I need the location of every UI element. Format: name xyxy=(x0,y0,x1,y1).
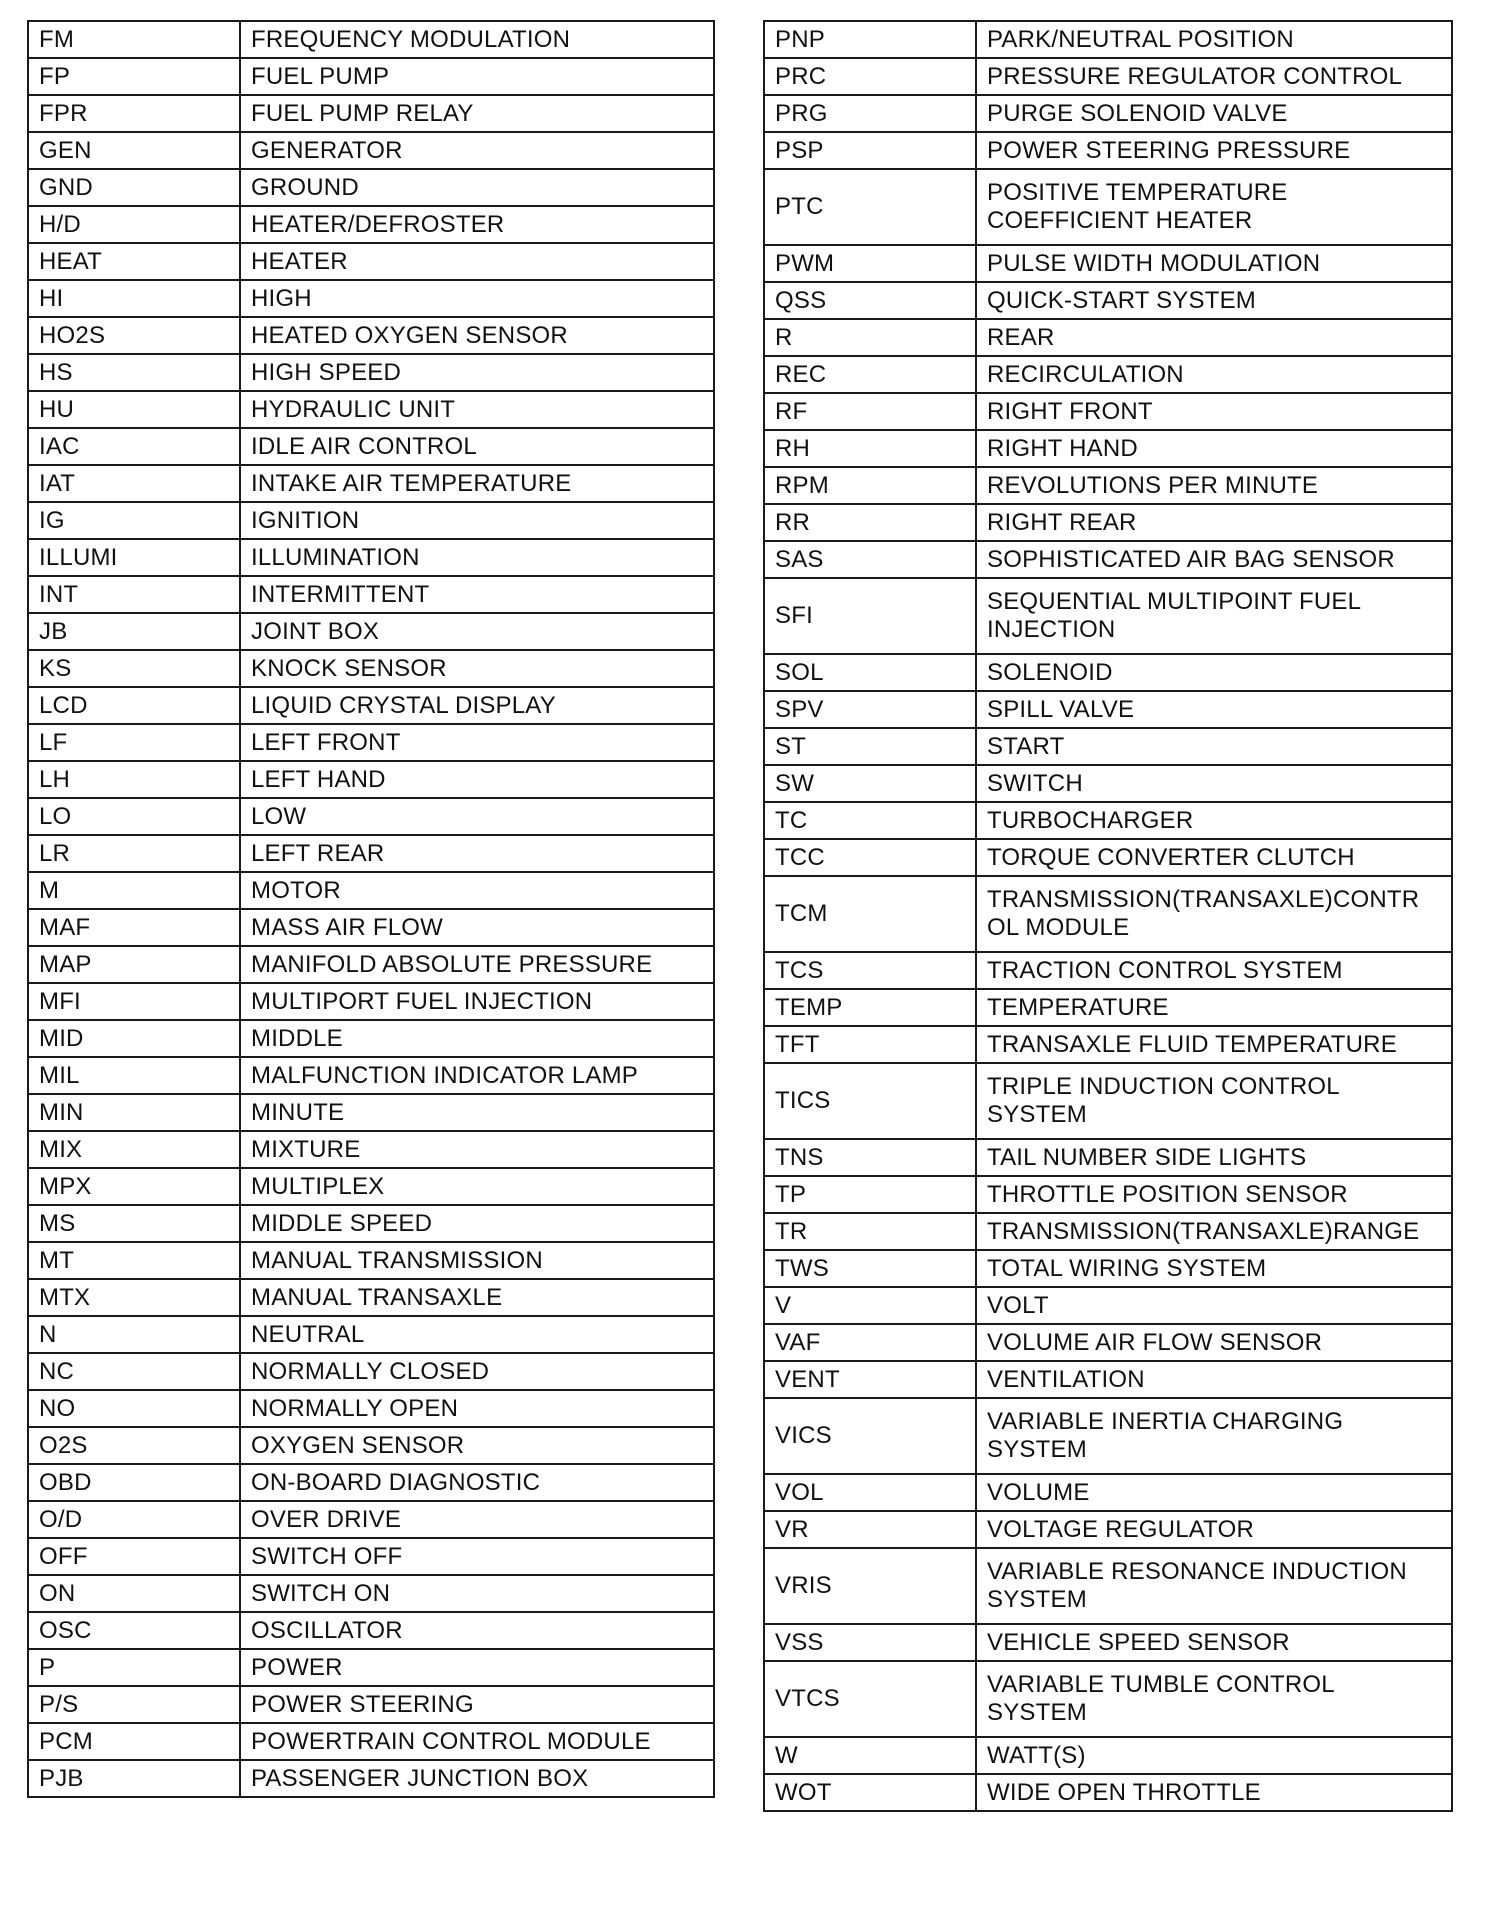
abbreviation-cell: MS xyxy=(28,1205,240,1242)
abbreviation-cell: SOL xyxy=(764,654,976,691)
abbreviation-cell: SFI xyxy=(764,578,976,654)
abbreviation-cell: LH xyxy=(28,761,240,798)
abbreviation-cell: LCD xyxy=(28,687,240,724)
table-row xyxy=(28,1575,714,1612)
table-row xyxy=(764,169,1452,245)
table-row xyxy=(764,1250,1452,1287)
abbreviation-cell: MAP xyxy=(28,946,240,983)
table-row xyxy=(764,578,1452,654)
meaning-cell: RECIRCULATION xyxy=(976,356,1452,393)
abbreviation-cell: RH xyxy=(764,430,976,467)
table-row xyxy=(28,1205,714,1242)
table-row xyxy=(764,319,1452,356)
table-row xyxy=(764,691,1452,728)
table-row xyxy=(28,1612,714,1649)
meaning-cell: LOW xyxy=(240,798,714,835)
meaning-cell: INTERMITTENT xyxy=(240,576,714,613)
abbreviation-cell: ON xyxy=(28,1575,240,1612)
meaning-cell: FREQUENCY MODULATION xyxy=(240,21,714,58)
meaning-cell: HYDRAULIC UNIT xyxy=(240,391,714,428)
meaning-cell: NORMALLY OPEN xyxy=(240,1390,714,1427)
table-row xyxy=(28,909,714,946)
meaning-cell: LEFT FRONT xyxy=(240,724,714,761)
table-row xyxy=(764,504,1452,541)
abbreviation-cell: PTC xyxy=(764,169,976,245)
meaning-cell: VOLUME AIR FLOW SENSOR xyxy=(976,1324,1452,1361)
abbreviation-cell: MID xyxy=(28,1020,240,1057)
meaning-cell xyxy=(976,1063,1452,1139)
table-row xyxy=(28,206,714,243)
table-row xyxy=(764,245,1452,282)
abbreviation-cell: MFI xyxy=(28,983,240,1020)
abbreviation-cell: P xyxy=(28,1649,240,1686)
table-row xyxy=(28,1316,714,1353)
table-row xyxy=(764,1661,1452,1737)
abbreviation-cell: VAF xyxy=(764,1324,976,1361)
meaning-line: VARIABLE INERTIA CHARGING xyxy=(987,1408,1344,1435)
meaning-line: SEQUENTIAL MULTIPOINT FUEL xyxy=(987,588,1362,615)
table-row xyxy=(764,1624,1452,1661)
table-row xyxy=(764,1398,1452,1474)
table-row xyxy=(28,946,714,983)
meaning-cell: TORQUE CONVERTER CLUTCH xyxy=(976,839,1452,876)
meaning-cell: TEMPERATURE xyxy=(976,989,1452,1026)
meaning-cell: VEHICLE SPEED SENSOR xyxy=(976,1624,1452,1661)
table-row xyxy=(764,393,1452,430)
table-row xyxy=(28,1649,714,1686)
meaning-cell: NEUTRAL xyxy=(240,1316,714,1353)
table-row xyxy=(764,1737,1452,1774)
meaning-cell: KNOCK SENSOR xyxy=(240,650,714,687)
abbreviation-cell: TEMP xyxy=(764,989,976,1026)
meaning-cell xyxy=(976,169,1452,245)
abbreviation-cell: H/D xyxy=(28,206,240,243)
abbreviation-cell: VR xyxy=(764,1511,976,1548)
abbreviation-cell: MAF xyxy=(28,909,240,946)
table-row xyxy=(28,1242,714,1279)
meaning-cell: SWITCH OFF xyxy=(240,1538,714,1575)
abbreviation-cell: W xyxy=(764,1737,976,1774)
table-row xyxy=(28,1686,714,1723)
table-row xyxy=(28,132,714,169)
abbreviation-cell: MIX xyxy=(28,1131,240,1168)
abbreviation-cell: ST xyxy=(764,728,976,765)
table-row xyxy=(764,839,1452,876)
table-row xyxy=(28,58,714,95)
meaning-cell: LEFT HAND xyxy=(240,761,714,798)
meaning-cell: START xyxy=(976,728,1452,765)
meaning-cell: SPILL VALVE xyxy=(976,691,1452,728)
abbreviation-cell: MPX xyxy=(28,1168,240,1205)
table-row xyxy=(28,1538,714,1575)
table-row xyxy=(764,1548,1452,1624)
table-row xyxy=(28,539,714,576)
table-row xyxy=(28,95,714,132)
abbreviation-cell: RF xyxy=(764,393,976,430)
meaning-cell: HIGH SPEED xyxy=(240,354,714,391)
table-row xyxy=(764,728,1452,765)
meaning-cell: MANIFOLD ABSOLUTE PRESSURE xyxy=(240,946,714,983)
meaning-cell: VENTILATION xyxy=(976,1361,1452,1398)
table-row xyxy=(764,1474,1452,1511)
abbreviation-cell: OBD xyxy=(28,1464,240,1501)
table-row xyxy=(28,1501,714,1538)
abbreviation-cell: TCC xyxy=(764,839,976,876)
table-row xyxy=(28,1131,714,1168)
abbreviation-cell: QSS xyxy=(764,282,976,319)
meaning-cell: RIGHT REAR xyxy=(976,504,1452,541)
abbreviation-cell: TFT xyxy=(764,1026,976,1063)
table-row xyxy=(764,467,1452,504)
abbreviation-cell: VSS xyxy=(764,1624,976,1661)
abbreviation-cell: MIL xyxy=(28,1057,240,1094)
table-row xyxy=(28,354,714,391)
table-row xyxy=(764,1176,1452,1213)
meaning-cell: REAR xyxy=(976,319,1452,356)
table-row xyxy=(28,1353,714,1390)
meaning-cell: RIGHT HAND xyxy=(976,430,1452,467)
meaning-cell: GROUND xyxy=(240,169,714,206)
table-row xyxy=(28,576,714,613)
meaning-cell: VOLTAGE REGULATOR xyxy=(976,1511,1452,1548)
meaning-cell: MULTIPORT FUEL INJECTION xyxy=(240,983,714,1020)
table-row xyxy=(764,21,1452,58)
table-row xyxy=(28,835,714,872)
meaning-cell: VOLT xyxy=(976,1287,1452,1324)
abbreviation-cell: JB xyxy=(28,613,240,650)
meaning-cell: MIXTURE xyxy=(240,1131,714,1168)
meaning-cell: GENERATOR xyxy=(240,132,714,169)
table-row xyxy=(28,724,714,761)
table-row xyxy=(28,983,714,1020)
table-row xyxy=(28,1279,714,1316)
meaning-cell: JOINT BOX xyxy=(240,613,714,650)
meaning-line: INJECTION xyxy=(987,616,1116,643)
abbreviation-cell: O2S xyxy=(28,1427,240,1464)
abbreviation-cell: PSP xyxy=(764,132,976,169)
table-row xyxy=(28,1020,714,1057)
abbreviation-cell: N xyxy=(28,1316,240,1353)
meaning-cell: HEATER xyxy=(240,243,714,280)
abbreviation-cell: GND xyxy=(28,169,240,206)
abbreviation-cell: P/S xyxy=(28,1686,240,1723)
abbreviation-cell: FM xyxy=(28,21,240,58)
table-row xyxy=(28,872,714,909)
meaning-cell: ILLUMINATION xyxy=(240,539,714,576)
abbreviation-cell: HO2S xyxy=(28,317,240,354)
meaning-cell: THROTTLE POSITION SENSOR xyxy=(976,1176,1452,1213)
table-row xyxy=(28,169,714,206)
table-row xyxy=(28,650,714,687)
meaning-cell: TRANSMISSION(TRANSAXLE)RANGE xyxy=(976,1213,1452,1250)
table-row xyxy=(28,1094,714,1131)
table-row xyxy=(28,761,714,798)
table-row xyxy=(28,502,714,539)
meaning-cell: INTAKE AIR TEMPERATURE xyxy=(240,465,714,502)
abbreviation-table-right xyxy=(763,20,1453,1812)
meaning-cell: PURGE SOLENOID VALVE xyxy=(976,95,1452,132)
abbreviation-cell: PWM xyxy=(764,245,976,282)
table-row xyxy=(764,541,1452,578)
table-row xyxy=(764,765,1452,802)
meaning-cell: SWITCH xyxy=(976,765,1452,802)
abbreviation-cell: PNP xyxy=(764,21,976,58)
table-row xyxy=(28,687,714,724)
table-row xyxy=(764,430,1452,467)
meaning-cell: NORMALLY CLOSED xyxy=(240,1353,714,1390)
table-row xyxy=(764,1139,1452,1176)
meaning-cell: MIDDLE xyxy=(240,1020,714,1057)
abbreviation-table-left xyxy=(27,20,715,1798)
table-row xyxy=(764,1213,1452,1250)
meaning-cell: HEATED OXYGEN SENSOR xyxy=(240,317,714,354)
table-row xyxy=(764,356,1452,393)
abbreviation-cell: SW xyxy=(764,765,976,802)
meaning-cell: OXYGEN SENSOR xyxy=(240,1427,714,1464)
abbreviation-cell: TCS xyxy=(764,952,976,989)
meaning-cell: IGNITION xyxy=(240,502,714,539)
abbreviation-cell: HI xyxy=(28,280,240,317)
meaning-cell: MANUAL TRANSMISSION xyxy=(240,1242,714,1279)
abbreviation-cell: TP xyxy=(764,1176,976,1213)
abbreviation-cell: IG xyxy=(28,502,240,539)
abbreviation-cell: LR xyxy=(28,835,240,872)
table-row xyxy=(764,802,1452,839)
table-row xyxy=(764,1361,1452,1398)
abbreviation-cell: PJB xyxy=(28,1760,240,1797)
abbreviation-cell: INT xyxy=(28,576,240,613)
abbreviation-cell: PRC xyxy=(764,58,976,95)
abbreviation-cell: ILLUMI xyxy=(28,539,240,576)
meaning-cell: POWERTRAIN CONTROL MODULE xyxy=(240,1723,714,1760)
abbreviation-cell: TR xyxy=(764,1213,976,1250)
abbreviation-cell: SAS xyxy=(764,541,976,578)
meaning-cell: OSCILLATOR xyxy=(240,1612,714,1649)
meaning-cell: POWER STEERING PRESSURE xyxy=(976,132,1452,169)
abbreviation-cell: MT xyxy=(28,1242,240,1279)
meaning-cell: TURBOCHARGER xyxy=(976,802,1452,839)
abbreviation-cell: TC xyxy=(764,802,976,839)
abbreviation-cell: M xyxy=(28,872,240,909)
meaning-cell: MOTOR xyxy=(240,872,714,909)
meaning-cell: LIQUID CRYSTAL DISPLAY xyxy=(240,687,714,724)
abbreviation-cell: KS xyxy=(28,650,240,687)
table-row xyxy=(764,282,1452,319)
abbreviation-cell: NO xyxy=(28,1390,240,1427)
meaning-cell xyxy=(976,1398,1452,1474)
abbreviation-cell: V xyxy=(764,1287,976,1324)
meaning-cell: TAIL NUMBER SIDE LIGHTS xyxy=(976,1139,1452,1176)
meaning-cell xyxy=(976,1548,1452,1624)
meaning-cell: FUEL PUMP RELAY xyxy=(240,95,714,132)
table-row xyxy=(28,317,714,354)
meaning-cell: MASS AIR FLOW xyxy=(240,909,714,946)
meaning-cell: MANUAL TRANSAXLE xyxy=(240,1279,714,1316)
abbreviation-cell: PCM xyxy=(28,1723,240,1760)
table-row xyxy=(764,58,1452,95)
abbreviation-cell: IAC xyxy=(28,428,240,465)
meaning-cell: WIDE OPEN THROTTLE xyxy=(976,1774,1452,1811)
meaning-cell: IDLE AIR CONTROL xyxy=(240,428,714,465)
meaning-cell: HEATER/DEFROSTER xyxy=(240,206,714,243)
meaning-cell: ON-BOARD DIAGNOSTIC xyxy=(240,1464,714,1501)
abbreviation-cell: VRIS xyxy=(764,1548,976,1624)
table-row xyxy=(28,1464,714,1501)
table-row xyxy=(764,1026,1452,1063)
meaning-line: SYSTEM xyxy=(987,1699,1087,1726)
abbreviation-cell: PRG xyxy=(764,95,976,132)
table-row xyxy=(764,654,1452,691)
table-row xyxy=(764,132,1452,169)
meaning-cell: POWER xyxy=(240,1649,714,1686)
meaning-cell: MALFUNCTION INDICATOR LAMP xyxy=(240,1057,714,1094)
table-row xyxy=(764,1324,1452,1361)
table-row xyxy=(28,1390,714,1427)
table-row xyxy=(28,243,714,280)
abbreviation-cell: FP xyxy=(28,58,240,95)
table-row xyxy=(28,1723,714,1760)
meaning-cell: OVER DRIVE xyxy=(240,1501,714,1538)
abbreviation-cell: VENT xyxy=(764,1361,976,1398)
meaning-cell: PASSENGER JUNCTION BOX xyxy=(240,1760,714,1797)
meaning-line: SYSTEM xyxy=(987,1586,1087,1613)
table-row xyxy=(28,1760,714,1797)
abbreviation-cell: HU xyxy=(28,391,240,428)
meaning-cell: QUICK-START SYSTEM xyxy=(976,282,1452,319)
table-row xyxy=(28,391,714,428)
abbreviation-cell: NC xyxy=(28,1353,240,1390)
meaning-cell: WATT(S) xyxy=(976,1737,1452,1774)
meaning-line: SYSTEM xyxy=(987,1436,1087,1463)
table-row xyxy=(764,1063,1452,1139)
abbreviation-cell: TCM xyxy=(764,876,976,952)
table-row xyxy=(28,1427,714,1464)
meaning-cell: TRACTION CONTROL SYSTEM xyxy=(976,952,1452,989)
abbreviation-cell: O/D xyxy=(28,1501,240,1538)
abbreviation-cell: LO xyxy=(28,798,240,835)
abbreviation-cell: LF xyxy=(28,724,240,761)
meaning-cell: FUEL PUMP xyxy=(240,58,714,95)
table-row xyxy=(764,95,1452,132)
table-row xyxy=(764,989,1452,1026)
abbreviation-cell: VOL xyxy=(764,1474,976,1511)
meaning-cell: MULTIPLEX xyxy=(240,1168,714,1205)
meaning-cell: REVOLUTIONS PER MINUTE xyxy=(976,467,1452,504)
meaning-cell: PARK/NEUTRAL POSITION xyxy=(976,21,1452,58)
meaning-cell: POWER STEERING xyxy=(240,1686,714,1723)
meaning-line: POSITIVE TEMPERATURE xyxy=(987,179,1288,206)
meaning-cell: SOPHISTICATED AIR BAG SENSOR xyxy=(976,541,1452,578)
abbreviation-cell: HS xyxy=(28,354,240,391)
abbreviation-cell: TWS xyxy=(764,1250,976,1287)
abbreviation-cell: VICS xyxy=(764,1398,976,1474)
table-row xyxy=(28,465,714,502)
table-row xyxy=(764,1774,1452,1811)
table-row xyxy=(28,21,714,58)
abbreviation-cell: GEN xyxy=(28,132,240,169)
meaning-line: OL MODULE xyxy=(987,914,1130,941)
table-row xyxy=(28,1168,714,1205)
abbreviation-cell: TNS xyxy=(764,1139,976,1176)
abbreviation-cell: OSC xyxy=(28,1612,240,1649)
abbreviation-cell: REC xyxy=(764,356,976,393)
abbreviation-cell: FPR xyxy=(28,95,240,132)
meaning-line: SYSTEM xyxy=(987,1101,1087,1128)
meaning-cell: SOLENOID xyxy=(976,654,1452,691)
meaning-line: TRIPLE INDUCTION CONTROL xyxy=(987,1073,1340,1100)
meaning-line: COEFFICIENT HEATER xyxy=(987,207,1253,234)
abbreviation-cell: WOT xyxy=(764,1774,976,1811)
table-row xyxy=(764,1287,1452,1324)
meaning-cell: MIDDLE SPEED xyxy=(240,1205,714,1242)
abbreviation-cell: MTX xyxy=(28,1279,240,1316)
meaning-line: VARIABLE TUMBLE CONTROL xyxy=(987,1671,1335,1698)
abbreviation-cell: HEAT xyxy=(28,243,240,280)
meaning-cell: HIGH xyxy=(240,280,714,317)
meaning-cell: TOTAL WIRING SYSTEM xyxy=(976,1250,1452,1287)
meaning-cell xyxy=(976,876,1452,952)
abbreviation-cell: IAT xyxy=(28,465,240,502)
abbreviation-cell: R xyxy=(764,319,976,356)
meaning-cell: LEFT REAR xyxy=(240,835,714,872)
table-row xyxy=(28,1057,714,1094)
meaning-cell: PULSE WIDTH MODULATION xyxy=(976,245,1452,282)
meaning-cell: SWITCH ON xyxy=(240,1575,714,1612)
table-row xyxy=(28,280,714,317)
meaning-line: VARIABLE RESONANCE INDUCTION xyxy=(987,1558,1407,1585)
abbreviation-cell: TICS xyxy=(764,1063,976,1139)
meaning-cell: MINUTE xyxy=(240,1094,714,1131)
table-row xyxy=(28,428,714,465)
abbreviation-cell: RPM xyxy=(764,467,976,504)
abbreviation-cell: MIN xyxy=(28,1094,240,1131)
meaning-cell: PRESSURE REGULATOR CONTROL xyxy=(976,58,1452,95)
table-row xyxy=(764,952,1452,989)
abbreviation-cell: VTCS xyxy=(764,1661,976,1737)
meaning-cell: VOLUME xyxy=(976,1474,1452,1511)
meaning-line: TRANSMISSION(TRANSAXLE)CONTR xyxy=(987,886,1420,913)
meaning-cell: TRANSAXLE FLUID TEMPERATURE xyxy=(976,1026,1452,1063)
table-row xyxy=(28,613,714,650)
table-row xyxy=(28,798,714,835)
meaning-cell xyxy=(976,1661,1452,1737)
abbreviation-cell: SPV xyxy=(764,691,976,728)
table-row xyxy=(764,876,1452,952)
table-row xyxy=(764,1511,1452,1548)
abbreviation-cell: RR xyxy=(764,504,976,541)
meaning-cell xyxy=(976,578,1452,654)
meaning-cell: RIGHT FRONT xyxy=(976,393,1452,430)
abbreviation-cell: OFF xyxy=(28,1538,240,1575)
